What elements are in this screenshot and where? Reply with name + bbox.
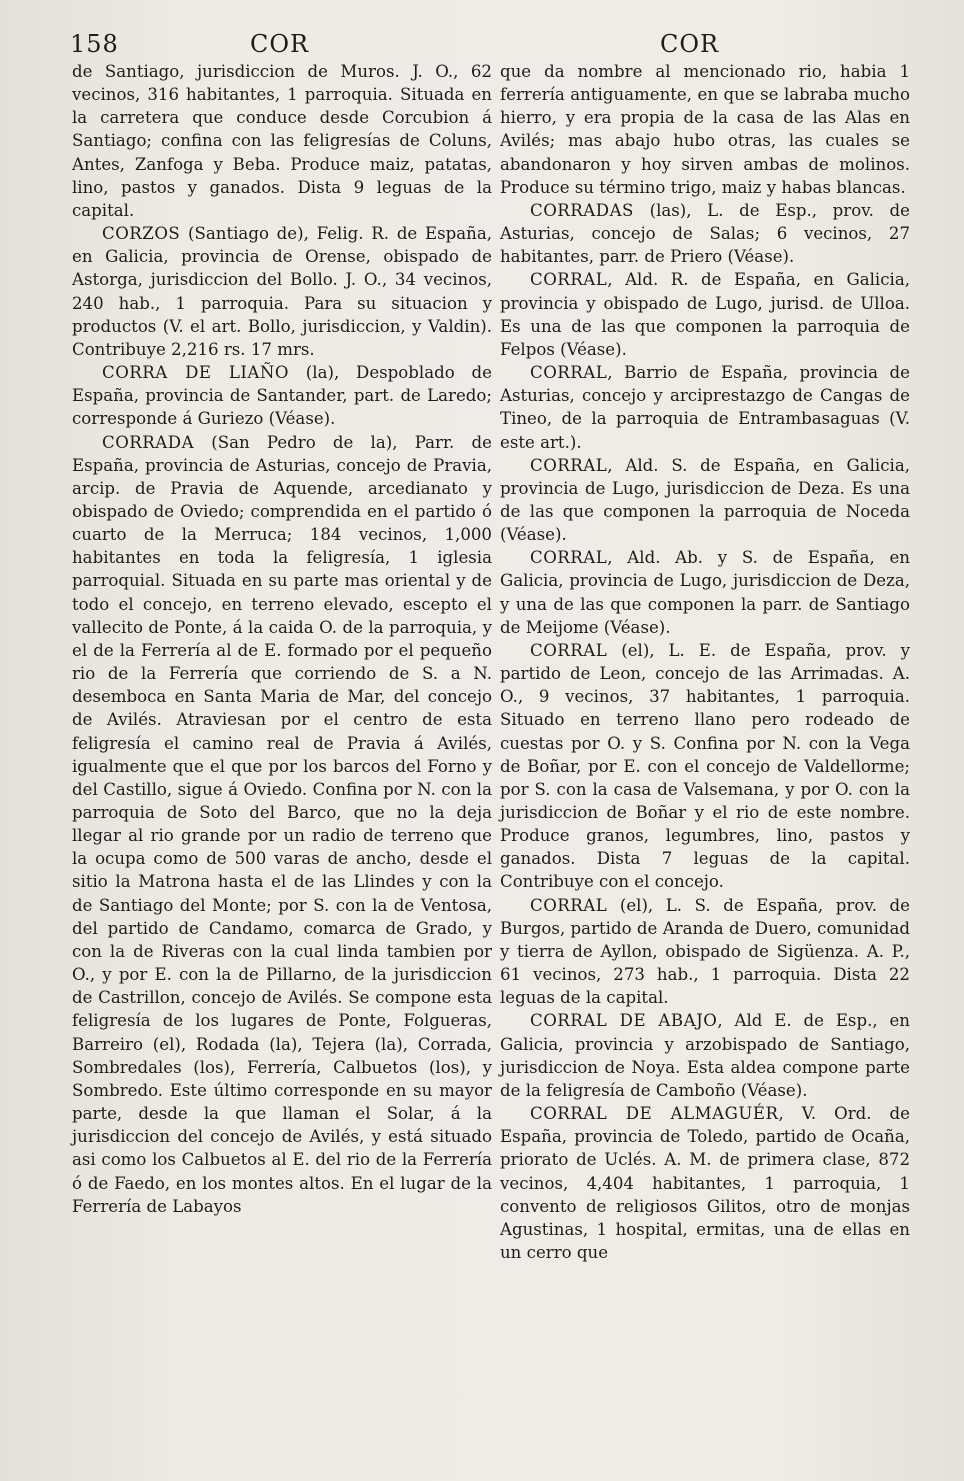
entry-text: (las), L. de Esp., prov. de Asturias, concejo de Salas; 6 vecinos, 27 habitantes, parr. de Priero (Véase). — [500, 200, 910, 267]
entry-text: de Santiago, jurisdiccion de Muros. J. O., 62 vecinos, 316 habitantes, 1 parroquia. Situada en la carretera que conduce desde Corcubion á Santiago; confina con las feligresías de Coluns, Antes, Zanfoga y Beba. Produce maiz, patatas, lino, pastos y ganados. Dista 9 leguas de la capital. — [72, 62, 492, 220]
entry-text: que da nombre al mencionado rio, habia 1 ferrería antiguamente, en que se labraba mucho hierro, y era propia de la casa de las Alas en Avilés; mas abajo hubo otras, las cuales se abandonaron y hoy sirven ambas de molinos. Produce su término trigo, maiz y habas blancas. — [500, 62, 910, 197]
entry-text: (el), L. S. de España, prov. de Burgos, partido de Aranda de Duero, comunidad y tierra de Ayllon, obispado de Sigüenza. A. P., 61 vecinos, 273 hab., 1 parroquia. Dista 22 leguas de la capital. — [500, 895, 910, 1008]
entry-paragraph — [500, 361, 910, 454]
entry-paragraph — [500, 1009, 910, 1102]
entry-text: (el), L. E. de España, prov. y partido de Leon, concejo de las Arrimadas. A. O., 9 vecinos, 37 habitantes, 1 parroquia. Situado en terreno llano pero rodeado de cuestas por O. y S. Confina por N. con la Vega de Boñar, por E. con el concejo de Valdellorme; por S. con la casa de Valsemana, y por O. con la jurisdiccion de Boñar y el rio de este nombre. Produce granos, legumbres, lino, pastos y ganados. Dista 7 leguas de la capital. Contribuye con el concejo. — [500, 640, 910, 892]
entry-paragraph — [500, 894, 910, 1010]
left-column — [72, 60, 492, 1218]
entry-paragraph — [500, 60, 910, 199]
entry-headword: CORRAL — [530, 640, 608, 660]
entry-paragraph — [72, 431, 492, 1218]
entry-headword: CORRAL — [530, 548, 608, 568]
entry-paragraph — [72, 361, 492, 430]
entry-paragraph — [500, 639, 910, 894]
entry-headword: CORZOS — [102, 224, 181, 244]
entry-paragraph — [500, 454, 910, 547]
entry-headword: CORRAL — [530, 363, 608, 383]
entry-text: , Barrio de España, provincia de Asturias, concejo y arciprestazgo de Cangas de Tineo, de la parroquia de Entrambasaguas (V. este art.). — [500, 363, 910, 452]
page-number: 158 — [70, 30, 119, 58]
entry-paragraph — [72, 60, 492, 222]
entry-text: (Santiago de), Felig. R. de España, en Galicia, provincia de Orense, obispado de Astorga, jurisdiccion del Bollo. J. O., 34 vecinos, 240 hab., 1 parroquia. Para su situacion y productos (V. el art. Bollo, jurisdiccion, y Valdin). Contribuye 2,216 rs. 17 mrs. — [72, 224, 492, 359]
page-header — [70, 30, 904, 64]
entry-text: , Ald. R. de España, en Galicia, provincia y obispado de Lugo, jurisd. de Ulloa. Es una de las que componen la parroquia de Felpos (Véase). — [500, 270, 910, 359]
right-running-head: COR — [660, 30, 720, 58]
entry-paragraph — [500, 199, 910, 268]
entry-headword: CORRAL DE ALMAGUÉR — [530, 1104, 779, 1124]
entry-paragraph — [500, 1102, 910, 1264]
entry-headword: CORRAL — [530, 455, 608, 475]
left-running-head: COR — [250, 30, 310, 58]
entry-text: , Ald. Ab. y S. de España, en Galicia, provincia de Lugo, jurisdiccion de Deza, y una de las que componen la parr. de Santiago de Meijome (Véase). — [500, 548, 910, 637]
entry-text: (la), Despoblado de España, provincia de Santander, part. de Laredo; corresponde á Guriezo (Véase). — [72, 363, 492, 429]
right-column — [500, 60, 910, 1264]
entry-text: , V. Ord. de España, provincia de Toledo, partido de Ocaña, priorato de Uclés. A. M. de primera clase, 872 vecinos, 4,404 habitantes, 1 parroquia, 1 convento de religiosos Gilitos, otro de monjas Agustinas, 1 hospital, ermitas, una de ellas en un cerro que — [500, 1104, 910, 1262]
entry-headword: CORRADA — [102, 432, 195, 452]
entry-headword: CORRAL DE ABAJO — [530, 1011, 718, 1031]
entry-text: (San Pedro de la), Parr. de España, provincia de Asturias, concejo de Pravia, arcip. de Pravia de Aquende, arcedianato y obispado de Oviedo; comprendida en el partido ó cuarto de la Merruca; 184 vecinos, 1,000 habitantes en toda la feligresía, 1 iglesia parroquial. Situada en su parte mas oriental y de todo el concejo, en terreno elevado, escepto el vallecito de Ponte, á la caida O. de la parroquia, y el de la Ferrería al de E. formado por el pequeño rio de la Ferrería que corriendo de S. a N. desemboca en Santa Maria de Mar, del concejo de Avilés. Atraviesan por el centro de esta feligresía el camino real de Pravia á Avilés, igualmente que el que por los barcos del Forno y del Castillo, sigue á Oviedo. Confina por N. con la parroquia de Soto del Barco, que no la deja llegar al rio grande por un radio de terreno que la ocupa como de 500 varas de ancho, desde el sitio la Matrona hasta el de las Llindes y con la de Santiago del Monte; por S. con la de Ventosa, del partido de Candamo, comarca de Grado, y con la de Riveras con la cual linda tambien por O., y por E. con la de Pillarno, de la jurisdiccion de Castrillon, concejo de Avilés. Se compone esta feligresía de los lugares de Ponte, Folgueras, Barreiro (el), Rodada (la), Tejera (la), Corrada, Sombredales (los), Ferrería, Calbuetos (los), y Sombredo. Este último corresponde en su mayor parte, desde la que llaman el Solar, á la jurisdiccion del concejo de Avilés, y está situado asi como los Calbuetos al E. del rio de la Ferrería ó de Faedo, en los montes altos. En el lugar de la Ferrería de Labayos — [72, 432, 492, 1216]
entry-paragraph — [500, 268, 910, 361]
entry-paragraph — [72, 222, 492, 361]
entry-paragraph — [500, 546, 910, 639]
entry-headword: CORRAL — [530, 895, 608, 915]
entry-headword: CORRA DE LIAÑO — [102, 363, 289, 383]
entry-headword: CORRAL — [530, 270, 608, 290]
entry-headword: CORRADAS — [530, 200, 634, 220]
entry-text: , Ald E. de Esp., en Galicia, provincia y arzobispado de Santiago, jurisdiccion de Noya. Esta aldea compone parte de la feligresía de Camboño (Véase). — [500, 1011, 910, 1100]
entry-text: , Ald. S. de España, en Galicia, provincia de Lugo, jurisdiccion de Deza. Es una de las que componen la parroquia de Noceda (Véase). — [500, 455, 910, 545]
